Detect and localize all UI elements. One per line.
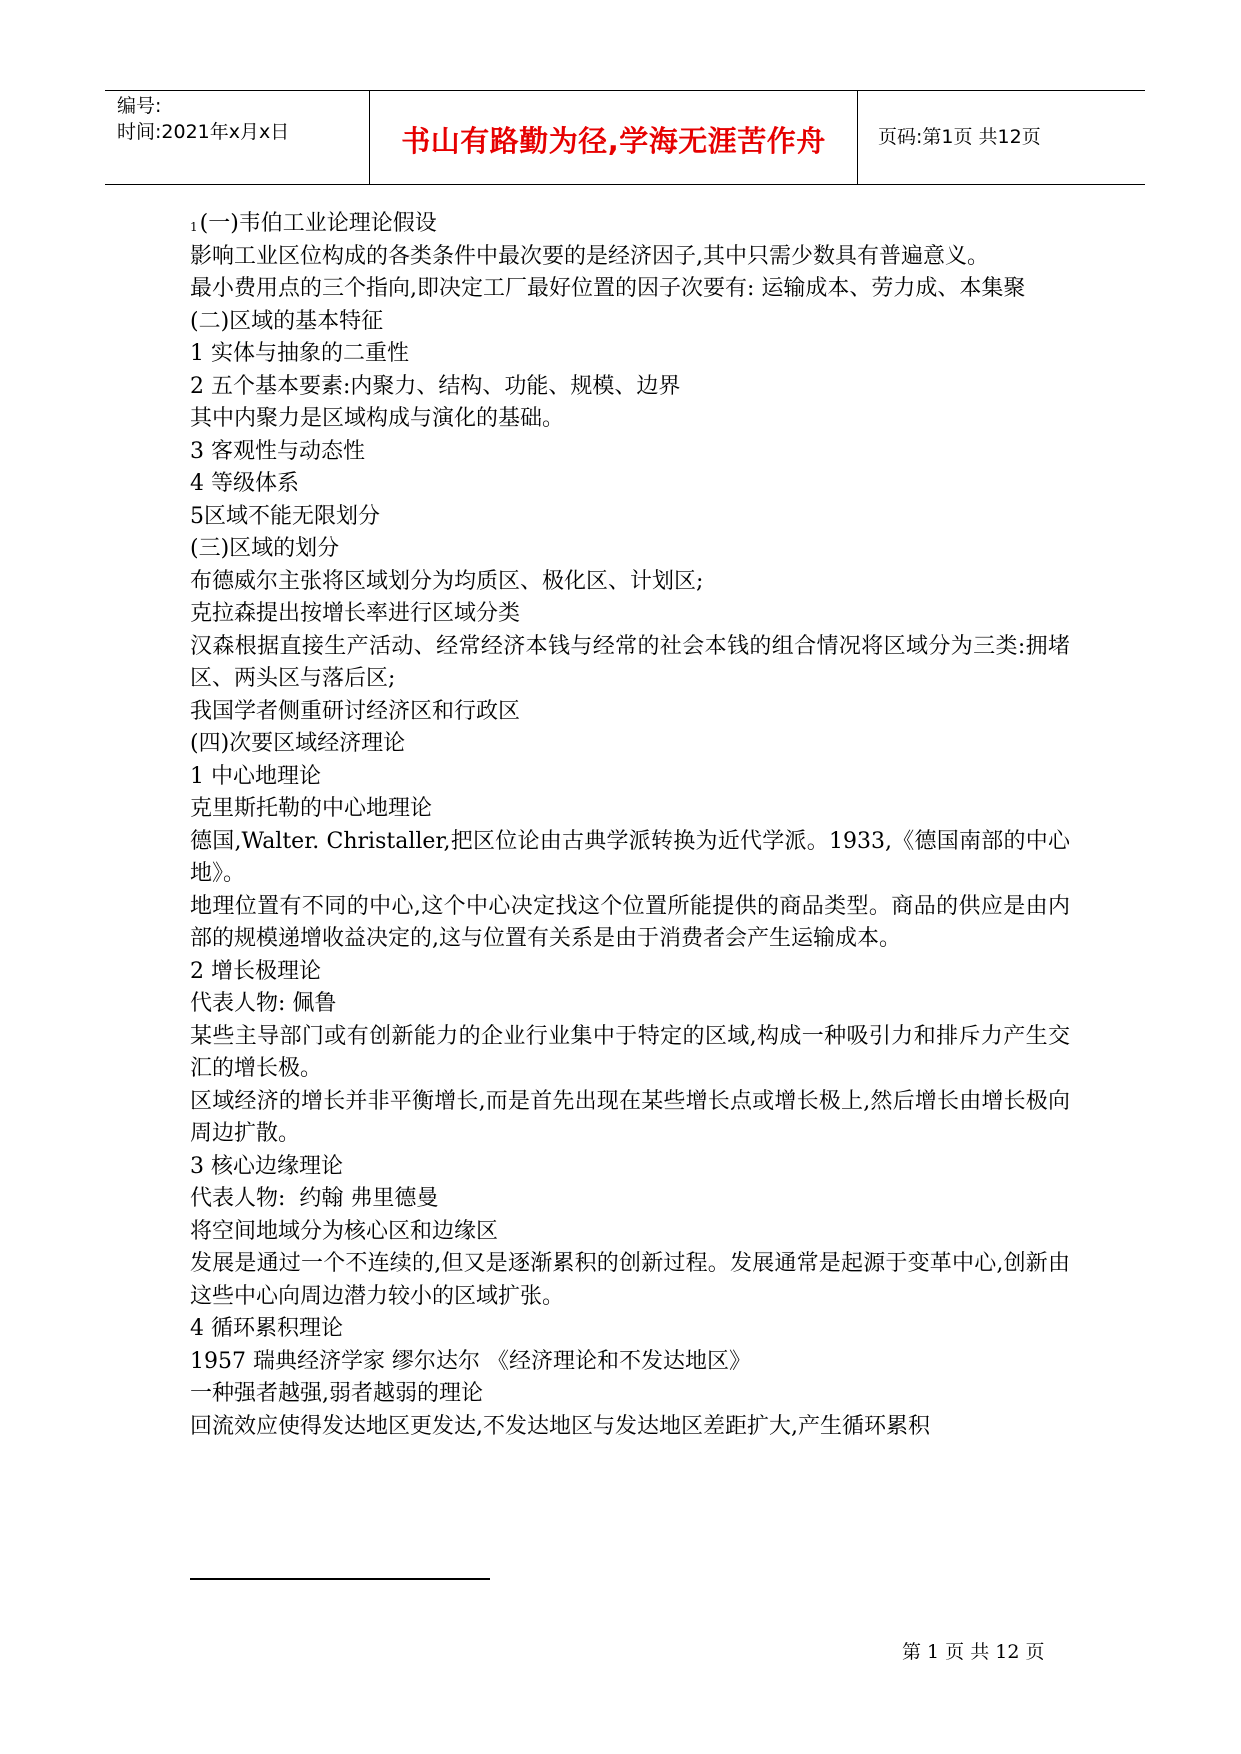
body-line: 布德威尔主张将区域划分为均质区、极化区、计划区; [190,568,704,594]
header-left-cell [105,91,368,184]
body-line: 4 循环累积理论 [190,1316,343,1341]
section-heading: (四)次要区域经济理论 [190,731,406,756]
serial-label: 编号: [117,95,162,117]
body-line: 一种强者越强,弱者越弱的理论 [190,1381,483,1406]
body-line: 代表人物: 约翰 弗里德曼 [190,1186,439,1211]
section-heading: (一)韦伯工业论理论假设 [199,211,437,236]
body-line: 5区域不能无限划分 [190,503,380,529]
body-line: 4 等级体系 [190,471,299,496]
footnote-separator [190,1578,490,1580]
body-line: 汉森根据直接生产活动、经常经济本钱与经常的社会本钱的组合情况将区域分为三类:拥堵区、两头区与落后区; [190,633,1070,691]
header-table [105,90,1145,185]
body-line: 影响工业区位构成的各类条件中最次要的是经济因子,其中只需少数具有普遍意义。 [190,243,989,269]
body-line: 2 五个基本要素:内聚力、结构、功能、规模、边界 [190,373,681,399]
body-line: 2 增长极理论 [190,958,321,984]
body-line: 3 核心边缘理论 [190,1153,343,1179]
section-heading: (二)区域的基本特征 [190,308,384,334]
body-line: 某些主导部门或有创新能力的企业行业集中于特定的区域,构成一种吸引力和排斥力产生交汇的增长极。 [190,1023,1070,1081]
body-line: 发展是通过一个不连续的,但又是逐渐累积的创新过程。发展通常是起源于变革中心,创新由这些中心向周边潜力较小的区域扩张。 [190,1251,1070,1309]
body-line: 1 中心地理论 [190,763,321,789]
header-right-cell [858,91,1145,184]
body-line: 1957 瑞典经济学家 缪尔达尔 《经济理论和不发达地区》 [190,1348,751,1374]
document-body [190,208,1070,1443]
body-line: 其中内聚力是区域构成与演化的基础。 [190,406,565,431]
page-footer: 第 1 页 共 12 页 [902,1641,1045,1663]
body-line: 区域经济的增长并非平衡增长,而是首先出现在某些增长点或增长极上,然后增长由增长极向周边扩散。 [190,1088,1070,1146]
body-line: 1 实体与抽象的二重性 [190,341,409,366]
body-line: 地理位置有不同的中心,这个中心决定找这个位置所能提供的商品类型。商品的供应是由内部的规模递增收益决定的,这与位置有关系是由于消费者会产生运输成本。 [190,893,1070,951]
body-line: 回流效应使得发达地区更发达,不发达地区与发达地区差距扩大,产生循环累积 [190,1413,930,1439]
body-line: 代表人物: 佩鲁 [190,991,337,1016]
body-line: 将空间地域分为核心区和边缘区 [190,1218,499,1244]
body-line: 克里斯托勒的中心地理论 [190,796,433,821]
time-label: 时间:2021年x月x日 [117,121,290,143]
footnote-mark: 1 [190,220,198,234]
body-line: 3 客观性与动态性 [190,438,365,464]
body-line: 德国,Walter. Christaller,把区位论由古典学派转换为近代学派。1933,《德国南部的中心地》。 [190,828,1070,886]
section-heading: (三)区域的划分 [190,536,340,561]
body-line: 我国学者侧重研讨经济区和行政区 [190,698,521,724]
page-label: 页码:第1页 共12页 [878,126,1041,148]
header-slogan-cell [369,91,858,184]
body-line [190,208,1070,241]
body-line: 最小费用点的三个指向,即决定工厂最好位置的因子次要有: 运输成本、劳力成、本集聚 [190,276,1026,301]
body-line: 克拉森提出按增长率进行区域分类 [190,601,521,626]
slogan: 书山有路勤为径,学海无涯苦作舟 [401,124,826,158]
